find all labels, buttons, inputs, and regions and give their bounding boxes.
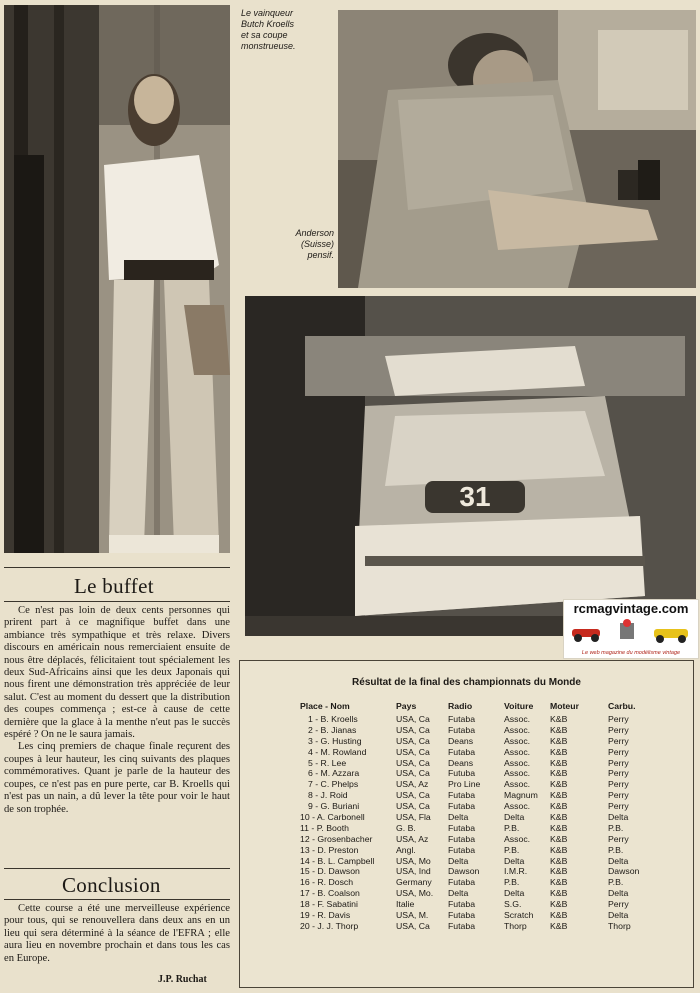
cell-pays: USA, Mo xyxy=(396,855,431,866)
cell-radio: Futaba xyxy=(448,822,476,833)
table-row xyxy=(300,910,670,921)
cell-moteur: K&B xyxy=(550,746,568,757)
header-place-nom: Place - Nom xyxy=(300,701,350,711)
logo-cars-icon xyxy=(570,619,692,643)
paragraph: Ce n'est pas loin de deux cents personnes qui prirent part à ce magnifique buffet dans une ambiance très sympathique et très relaxe. Divers discours en américain nous remerciaient ensuite de nous être déplacés, félicitaient tout spécialement les deux Sud-Africains ainsi que les deux Japonais qui nous firent une démonstration très appréciée de leur salut. C'est au moment du dessert que la distribution des coupes commença ; est-ce à cause de cette dernière que la glace à la menthe n'eut pas le succès espéré ? On ne le saura jamais. xyxy=(4,605,230,741)
cell-moteur: K&B xyxy=(550,714,568,724)
table-row xyxy=(300,779,670,790)
cell-carbu: Delta xyxy=(608,888,629,899)
caption-line: monstrueuse. xyxy=(241,41,296,51)
race-car-photo xyxy=(245,296,696,636)
cell-carbu: Perry xyxy=(608,779,629,790)
table-row xyxy=(300,812,670,823)
table-row xyxy=(300,877,670,888)
cell-moteur: K&B xyxy=(550,757,568,768)
cell-place-nom: 14 - B. L. Campbell xyxy=(300,855,375,866)
cell-pays: Angl. xyxy=(396,844,416,855)
cell-carbu: Perry xyxy=(608,801,629,812)
header-radio: Radio xyxy=(448,701,473,711)
cell-place-nom: 6 - M. Azzara xyxy=(308,768,360,779)
cell-moteur: K&B xyxy=(550,920,568,931)
table-row xyxy=(300,768,670,779)
paragraph: Cette course a été une merveilleuse expérience pour tous, qui se renouvellera dans deux ans en un lieu qui sera déterminé à la séance de l'EFRA ; elle aura lieu en novembre prochain et dans tous les cas en Europe. xyxy=(4,903,230,964)
cell-place-nom: 5 - R. Lee xyxy=(308,757,347,768)
cell-radio: Futaba xyxy=(448,801,476,812)
cell-pays: USA, Ca xyxy=(396,735,430,746)
cell-voiture: Assoc. xyxy=(504,779,531,790)
winner-photo xyxy=(4,5,230,553)
cell-pays: USA, Ca xyxy=(396,746,430,757)
cell-carbu: Delta xyxy=(608,812,629,823)
table-row xyxy=(300,801,670,812)
caption-line: (Suisse) xyxy=(300,239,334,249)
cell-pays: USA, Ca xyxy=(396,790,430,801)
cell-radio: Futaba xyxy=(448,714,476,724)
table-row xyxy=(300,747,670,758)
cell-place-nom: 11 - P. Booth xyxy=(300,822,349,833)
cell-moteur: K&B xyxy=(550,768,568,779)
table-row xyxy=(300,856,670,867)
cell-pays: USA, Ca xyxy=(396,920,430,931)
cell-carbu: Perry xyxy=(608,746,629,757)
cell-carbu: Perry xyxy=(608,735,629,746)
buffet-body xyxy=(4,605,230,816)
cell-radio: Futaba xyxy=(448,790,476,801)
cell-radio: Futuba xyxy=(448,768,476,779)
cell-radio: Deans xyxy=(448,757,474,768)
cell-place-nom: 16 - R. Dosch xyxy=(300,877,354,888)
cell-carbu: P.B. xyxy=(608,822,624,833)
cell-pays: USA, Ca xyxy=(396,724,430,735)
cell-pays: USA, Ca xyxy=(396,768,430,779)
cell-voiture: Assoc. xyxy=(504,768,531,779)
caption-line: Anderson xyxy=(295,228,334,238)
cell-moteur: K&B xyxy=(550,779,568,790)
cell-place-nom: 4 - M. Rowland xyxy=(308,746,367,757)
cell-voiture: Assoc. xyxy=(504,724,531,735)
results-table xyxy=(300,701,670,932)
table-row xyxy=(300,790,670,801)
cell-radio: Futaba xyxy=(448,920,476,931)
cell-carbu: Delta xyxy=(608,910,629,921)
cell-radio: Delta xyxy=(448,855,469,866)
cell-voiture: P.B. xyxy=(504,822,520,833)
cell-carbu: Thorp xyxy=(608,920,631,931)
cell-voiture: Delta xyxy=(504,855,525,866)
cell-pays: G. B. xyxy=(396,822,416,833)
cell-carbu: Perry xyxy=(608,768,629,779)
header-pays: Pays xyxy=(396,701,417,711)
conclusion-body xyxy=(4,903,230,965)
cell-carbu: Perry xyxy=(608,757,629,768)
cell-radio: Futaba xyxy=(448,844,476,855)
cell-moteur: K&B xyxy=(550,899,568,910)
cell-voiture: Scratch xyxy=(504,910,534,921)
cell-moteur: K&B xyxy=(550,844,568,855)
cell-voiture: I.M.R. xyxy=(504,866,528,877)
cell-radio: Futaba xyxy=(448,899,476,910)
cell-place-nom: 1 - B. Kroells xyxy=(308,714,358,724)
winner-caption xyxy=(241,8,336,52)
cell-voiture: Delta xyxy=(504,812,525,823)
table-row xyxy=(300,725,670,736)
cell-moteur: K&B xyxy=(550,724,568,735)
cell-moteur: K&B xyxy=(550,833,568,844)
paragraph: Les cinq premiers de chaque finale reçurent des coupes à leur hauteur, les cinq suivants des plaques commémoratives. Quant je parle de la hauteur des coupes, ce n'est pas en pure perte, car B. Kroells qui n'est pas un nain, a dû lever la tête pour voir le haut de son trophée. xyxy=(4,741,230,815)
cell-place-nom: 15 - D. Dawson xyxy=(300,866,360,877)
cell-pays: USA, Ca xyxy=(396,801,430,812)
cell-carbu: Perry xyxy=(608,833,629,844)
cell-radio: Futaba xyxy=(448,724,476,735)
anderson-caption xyxy=(270,228,334,261)
cell-radio: Pro Line xyxy=(448,779,481,790)
results-header-row xyxy=(300,701,670,714)
cell-moteur: K&B xyxy=(550,801,568,812)
table-row xyxy=(300,888,670,899)
section-divider xyxy=(4,899,230,900)
table-row xyxy=(300,736,670,747)
cell-carbu: P.B. xyxy=(608,877,624,888)
cell-carbu: Delta xyxy=(608,855,629,866)
cell-pays: USA, Ca xyxy=(396,714,430,724)
cell-voiture: Delta xyxy=(504,888,525,899)
cell-radio: Dawson xyxy=(448,866,480,877)
table-row xyxy=(300,823,670,834)
cell-moteur: K&B xyxy=(550,910,568,921)
cell-voiture: Assoc. xyxy=(504,746,531,757)
cell-moteur: K&B xyxy=(550,877,568,888)
cell-radio: Futaba xyxy=(448,877,476,888)
table-row xyxy=(300,758,670,769)
cell-carbu: Perry xyxy=(608,899,629,910)
cell-pays: USA, Ca xyxy=(396,757,430,768)
cell-place-nom: 2 - B. Jianas xyxy=(308,724,357,735)
caption-line: et sa coupe xyxy=(241,30,288,40)
cell-place-nom: 20 - J. J. Thorp xyxy=(300,920,359,931)
cell-place-nom: 17 - B. Coalson xyxy=(300,888,360,899)
section-divider xyxy=(4,601,230,602)
cell-pays: USA, Az xyxy=(396,779,429,790)
logo-title: rcmagvintage.com xyxy=(573,601,689,616)
cell-pays: USA, Ind xyxy=(396,866,431,877)
logo-subtitle: Le web magazine du modélisme vintage xyxy=(581,650,681,656)
cell-carbu: Dawson xyxy=(608,866,640,877)
cell-voiture: P.B. xyxy=(504,844,520,855)
cell-radio: Delta xyxy=(448,888,469,899)
cell-pays: USA, Fla xyxy=(396,812,431,823)
cell-moteur: K&B xyxy=(550,866,568,877)
cell-place-nom: 18 - F. Sabatini xyxy=(300,899,358,910)
conclusion-heading: Conclusion xyxy=(62,873,161,897)
section-divider xyxy=(4,868,230,869)
cell-voiture: Assoc. xyxy=(504,757,531,768)
cell-pays: USA, M. xyxy=(396,910,429,921)
anderson-photo xyxy=(338,10,696,288)
cell-moteur: K&B xyxy=(550,735,568,746)
caption-line: Butch Kroells xyxy=(241,19,295,29)
cell-pays: USA, Az xyxy=(396,833,429,844)
car-number: 31 xyxy=(459,481,491,512)
cell-place-nom: 7 - C. Phelps xyxy=(308,779,359,790)
author-signature: J.P. Ruchat xyxy=(158,974,207,985)
cell-moteur: K&B xyxy=(550,822,568,833)
cell-moteur: K&B xyxy=(550,812,568,823)
cell-pays: USA, Mo. xyxy=(396,888,434,899)
table-row xyxy=(300,845,670,856)
cell-voiture: Thorp xyxy=(504,920,527,931)
caption-line: pensif. xyxy=(307,250,334,260)
cell-radio: Deans xyxy=(448,735,474,746)
cell-place-nom: 10 - A. Carbonell xyxy=(300,812,365,823)
cell-radio: Futaba xyxy=(448,746,476,757)
cell-voiture: P.B. xyxy=(504,877,520,888)
cell-moteur: K&B xyxy=(550,790,568,801)
cell-place-nom: 19 - R. Davis xyxy=(300,910,351,921)
table-row xyxy=(300,834,670,845)
rcmagvintage-logo[interactable] xyxy=(563,599,699,659)
cell-carbu: P.B. xyxy=(608,844,624,855)
cell-voiture: Assoc. xyxy=(504,714,531,724)
caption-line: Le vainqueur xyxy=(241,8,294,18)
results-title: Résultat de la final des championnats du Monde xyxy=(352,677,581,688)
cell-radio: Futaba xyxy=(448,910,476,921)
cell-radio: Delta xyxy=(448,812,469,823)
cell-voiture: Magnum xyxy=(504,790,538,801)
buffet-heading: Le buffet xyxy=(74,574,154,598)
cell-pays: Germany xyxy=(396,877,432,888)
cell-moteur: K&B xyxy=(550,888,568,899)
cell-pays: Italie xyxy=(396,899,415,910)
cell-carbu: Perry xyxy=(608,724,629,735)
header-moteur: Moteur xyxy=(550,701,579,711)
header-voiture: Voiture xyxy=(504,701,534,711)
cell-place-nom: 3 - G. Husting xyxy=(308,735,362,746)
cell-voiture: Assoc. xyxy=(504,833,531,844)
header-carbu: Carbu. xyxy=(608,701,636,711)
cell-moteur: K&B xyxy=(550,855,568,866)
results-box xyxy=(239,660,694,988)
table-row xyxy=(300,866,670,877)
cell-voiture: Assoc. xyxy=(504,735,531,746)
cell-place-nom: 13 - D. Preston xyxy=(300,844,359,855)
cell-carbu: Perry xyxy=(608,790,629,801)
cell-radio: Futaba xyxy=(448,833,476,844)
cell-place-nom: 9 - G. Buriani xyxy=(308,801,360,812)
table-row xyxy=(300,899,670,910)
table-row xyxy=(300,714,670,725)
cell-place-nom: 8 - J. Roid xyxy=(308,790,348,801)
table-row xyxy=(300,921,670,932)
cell-voiture: Assoc. xyxy=(504,801,531,812)
cell-voiture: S.G. xyxy=(504,899,522,910)
cell-place-nom: 12 - Grosenbacher xyxy=(300,833,373,844)
cell-carbu: Perry xyxy=(608,714,629,724)
section-divider xyxy=(4,567,230,568)
